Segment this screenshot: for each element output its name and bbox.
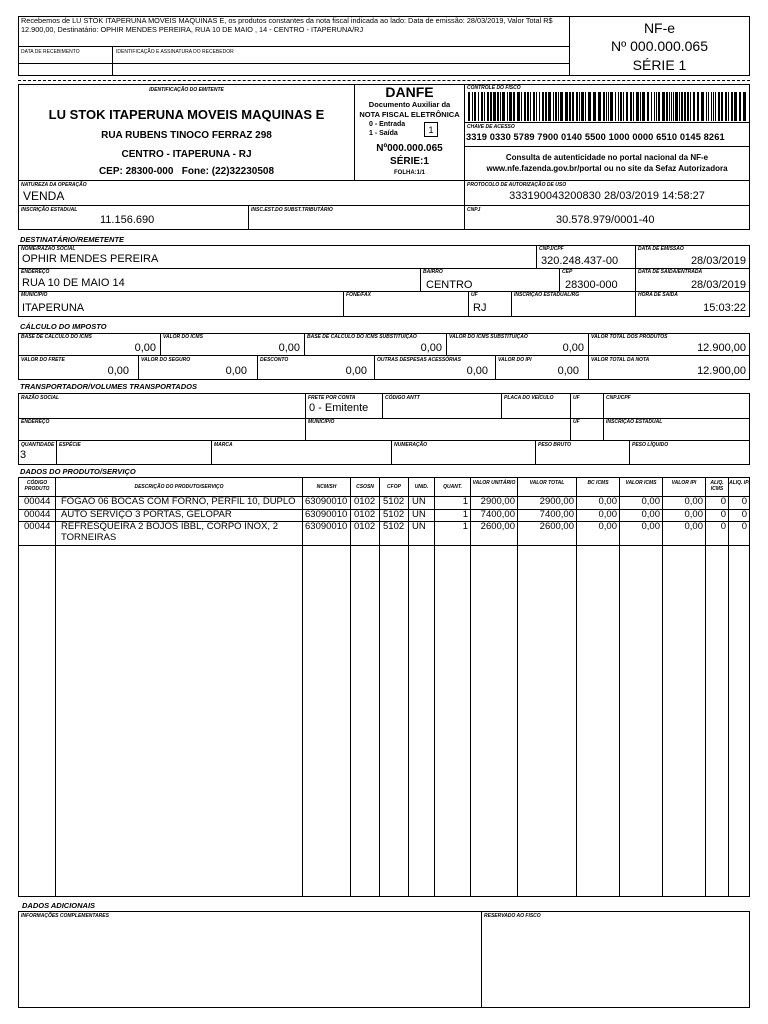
barcode-bar (542, 92, 544, 121)
barcode-bar (481, 92, 483, 121)
consulta-line-1: Consulta de autenticidade no portal nacional da NF-e (505, 153, 709, 162)
iest-label: INSC.EST.DO SUBST.TRIBUTÁRIO (251, 207, 333, 213)
issuer-name: LU STOK ITAPERUNA MOVEIS MAQUINAS E (48, 107, 325, 122)
barcode-bar (533, 92, 535, 121)
item-csosn: 0102 (354, 509, 376, 520)
invoice-total-label: VALOR TOTAL DA NOTA (591, 357, 650, 363)
barcode-bar (706, 92, 707, 121)
phone-label: FONE/FAX (346, 292, 372, 298)
barcode-bar (474, 92, 476, 121)
plate-label: PLACA DO VEÍCULO (504, 395, 554, 401)
item-bc: 0,00 (598, 521, 617, 532)
danfe-saida: 1 - Saída (369, 130, 398, 137)
barcode-bar (513, 92, 515, 121)
item-quant: 1 (462, 521, 468, 532)
item-quant: 1 (462, 509, 468, 520)
danfe-type-box: 1 (424, 122, 438, 137)
antt-label: CÓDIGO ANTT (385, 395, 420, 401)
item-csosn: 0102 (354, 521, 376, 532)
col-ncm: NCM/SH (316, 484, 337, 490)
item-vtotal: 2900,00 (539, 496, 574, 507)
exit-time: 15:03:22 (703, 302, 746, 314)
danfe-subtitle-2: NOTA FISCAL ELETRÔNICA (359, 110, 460, 119)
gross-weight-label: PESO BRUTO (538, 442, 571, 448)
barcode-bar (640, 92, 641, 121)
barcode-bar (548, 92, 551, 121)
barcode-bar (721, 92, 723, 121)
icms-st-value-label: VALOR DO ICMS SUBSTITUIÇÃO (449, 334, 528, 340)
barcode-bar (553, 92, 554, 121)
protocol-value: 333190043200830 28/03/2019 14:58:27 (509, 190, 705, 202)
cut-line (18, 80, 750, 81)
barcode-bar (708, 92, 709, 121)
carrier-uf2-label: UF (573, 419, 580, 425)
col-bc: BC ICMS (587, 480, 609, 486)
barcode-bar (715, 92, 716, 121)
recipient-cpf-label: CNPJ/CPF (539, 246, 564, 252)
carrier-address-label: ENDEREÇO (21, 419, 50, 425)
barcode-bar (662, 92, 665, 121)
issuer-cep-phone: CEP: 28300-000 Fone: (22)32230508 (98, 166, 275, 177)
freight-by-label: FRETE POR CONTA (308, 395, 356, 401)
item-vipi: 0,00 (684, 496, 703, 507)
products-total: 12.900,00 (697, 342, 746, 354)
protocol-label: PROTOCOLO DE AUTORIZAÇÃO DE USO (467, 182, 567, 188)
col-quant: QUANT. (443, 484, 462, 490)
item-aipi: 0 (741, 521, 747, 532)
barcode-bar (690, 92, 691, 121)
item-csosn: 0102 (354, 496, 376, 507)
barcode-bar (626, 92, 628, 121)
barcode-bar (497, 92, 499, 121)
barcode-image (468, 92, 747, 121)
danfe-entrada: 0 - Entrada (369, 121, 406, 128)
exit-date-label: DATA DE SAÍDA/ENTRADA (638, 269, 703, 275)
barcode-bar (615, 92, 616, 121)
icms-value-label: VALOR DO ICMS (163, 334, 203, 340)
ie-value: 11.156.690 (100, 214, 155, 226)
barcode-bar (636, 92, 639, 121)
recipient-cpf: 320.248.437-00 (541, 255, 619, 267)
barcode-bar (507, 92, 508, 121)
freight-by: 0 - Emitente (309, 402, 369, 414)
quantity-value: 3 (20, 449, 27, 461)
invoice-total: 12.900,00 (697, 365, 746, 377)
item-unid: UN (412, 509, 426, 520)
barcode-bar (581, 92, 584, 121)
insurance-label: VALOR DO SEGURO (141, 357, 191, 363)
barcode-bar (743, 92, 746, 121)
barcode-bar (576, 92, 578, 121)
barcode-bar (684, 92, 686, 121)
col-vtotal: VALOR TOTAL (529, 480, 565, 486)
barcode-bar (620, 92, 622, 121)
barcode-bar (579, 92, 580, 121)
barcode-bar (490, 92, 492, 121)
nature-value: VENDA (23, 189, 65, 203)
item-ncm: 63090010 (305, 509, 348, 520)
item-vipi: 0,00 (684, 521, 703, 532)
col-descricao: DESCRIÇÃO DO PRODUTO/SERVIÇO (134, 484, 224, 490)
item-aipi: 0 (741, 496, 747, 507)
issuer-district: CENTRO - ITAPERUNA - RJ (121, 149, 252, 160)
col-vicms: VALOR ICMS (625, 480, 657, 486)
receipt-signature-label: IDENTIFICAÇÃO E ASSINATURA DO RECEBEDOR (116, 49, 234, 55)
barcode-bar (560, 92, 563, 121)
danfe-title: DANFE (385, 84, 434, 100)
issue-date: 28/03/2019 (690, 255, 746, 267)
barcode-bar (545, 92, 547, 121)
products-table (18, 477, 750, 897)
discount-value: 0,00 (345, 365, 367, 377)
products-section-title: DADOS DO PRODUTO/SERVIÇO (20, 467, 136, 476)
barcode-bar (588, 92, 591, 121)
cep-value: 28300-000 (565, 279, 618, 291)
icms-st-base-label: BASE DE CÁLCULO DO ICMS SUBSTITUIÇÃO (307, 334, 417, 340)
barcode-bar (493, 92, 496, 121)
barcode-bar (598, 92, 601, 121)
barcode-bar (669, 92, 670, 121)
barcode-bar (675, 92, 678, 121)
item-vtotal: 2600,00 (539, 521, 574, 532)
danfe-serie: SÉRIE:1 (390, 156, 429, 167)
barcode-bar (521, 92, 522, 121)
item-vtotal: 7400,00 (539, 509, 574, 520)
item-unid: UN (412, 496, 426, 507)
numbering-label: NUMERAÇÃO (394, 442, 428, 448)
item-vicms: 0,00 (641, 496, 660, 507)
carrier-uf-label: UF (573, 395, 580, 401)
barcode-bar (734, 92, 737, 121)
ie-label: INSCRIÇÃO ESTADUAL (21, 207, 78, 213)
barcode-bar (517, 92, 520, 121)
receipt-text: Recebemos de LU STOK ITAPERUNA MOVEIS MAQUINAS E, os produtos constantes da nota fiscal indicada ao lado: Data de emissão: 28/03/2019, Valor Total R$ 12.900,00, Destinatário: OPHIR MENDES PEREIRA, RUA 10 DE MAIO , 14 - CENTRO - ITAPERUNA/RJ (21, 16, 553, 34)
ipi-label: VALOR DO IPI (498, 357, 532, 363)
freight-label: VALOR DO FRETE (21, 357, 65, 363)
item-vunit: 7400,00 (480, 509, 515, 520)
barcode-bar (666, 92, 668, 121)
fiscal-reserved-box (481, 911, 750, 1008)
item-vicms: 0,00 (641, 509, 660, 520)
barcode-bar (687, 92, 689, 121)
item-ncm: 63090010 (305, 521, 348, 532)
item-vunit: 2900,00 (480, 496, 515, 507)
additional-info-box (18, 911, 482, 1008)
receipt-date-label: DATA DE RECEBIMENTO (21, 49, 80, 55)
col-vipi: VALOR IPI (671, 480, 697, 486)
item-descricao: FOGAO 06 BOCAS COM FORNO, PERFIL 10, DUPLO (61, 496, 296, 507)
cnpj-value: 30.578.979/0001-40 (556, 214, 655, 226)
carrier-cnpj-label: CNPJ/CPF (606, 395, 631, 401)
item-descricao: REFRESQUEIRA 2 BOJOS IBBL, CORPO INOX, 2 (61, 521, 278, 532)
barcode-bar (610, 92, 613, 121)
exit-time-label: HORA DE SAÍDA (638, 292, 678, 298)
col-aipi: ALIQ. IPI (729, 480, 750, 486)
barcode-bar (585, 92, 586, 121)
barcode-bar (679, 92, 680, 121)
freight-value: 0,00 (107, 365, 129, 377)
item-aicms: 0 (720, 496, 726, 507)
barcode-bar (487, 92, 489, 121)
other-expenses-label: OUTRAS DESPESAS ACESSÓRIAS (377, 357, 461, 363)
barcode-bar (558, 92, 559, 121)
item-ncm: 63090010 (305, 496, 348, 507)
barcode-bar (656, 92, 657, 121)
col-csosn: CSOSN (356, 484, 374, 490)
item-aicms: 0 (720, 521, 726, 532)
insurance-value: 0,00 (225, 365, 247, 377)
nature-label: NATUREZA DA OPERAÇÃO (21, 182, 87, 188)
barcode-bar (565, 92, 568, 121)
additional-info-label: INFORMAÇÕES COMPLEMENTARES (21, 913, 109, 919)
icms-st-base: 0,00 (420, 342, 442, 354)
barcode-bar (673, 92, 674, 121)
discount-label: DESCONTO (260, 357, 289, 363)
brand-label: MARCA (214, 442, 233, 448)
barcode-bar (478, 92, 479, 121)
barcode-bar (530, 92, 531, 121)
transport-section-title: TRANSPORTADOR/VOLUMES TRANSPORTADOS (20, 382, 197, 391)
icms-base-label: BASE DE CÁLCULO DO ICMS (21, 334, 92, 340)
item-aipi: 0 (741, 509, 747, 520)
item-cfop: 5102 (383, 496, 405, 507)
item-cfop: 5102 (383, 521, 405, 532)
barcode-bar (630, 92, 632, 121)
col-cfop: CFOP (387, 484, 401, 490)
species-label: ESPÉCIE (59, 442, 81, 448)
barcode-bar (701, 92, 704, 121)
access-key-label: CHAVE DE ACESSO (467, 124, 515, 130)
receipt-nfe-label: NF-e (643, 20, 676, 36)
barcode-bar (606, 92, 607, 121)
barcode-bar (623, 92, 624, 121)
tax-section-title: CÁLCULO DO IMPOSTO (20, 322, 107, 331)
barcode-bar (731, 92, 733, 121)
exit-date: 28/03/2019 (690, 279, 746, 291)
barcode-bar (618, 92, 619, 121)
barcode-bar (711, 92, 712, 121)
recipient-section-title: DESTINATÁRIO/REMETENTE (20, 235, 125, 244)
city-value: ITAPERUNA (22, 302, 85, 314)
city-label: MUNICÍPIO (21, 292, 48, 298)
barcode-bar (654, 92, 655, 121)
net-weight-label: PESO LÍQUIDO (632, 442, 669, 448)
address-value: RUA 10 DE MAIO 14 (22, 277, 125, 289)
danfe-folha: FOLHA:1/1 (393, 170, 425, 176)
barcode-bar (500, 92, 501, 121)
uf-label: UF (471, 292, 478, 298)
ipi-value: 0,00 (557, 365, 579, 377)
barcode-bar (725, 92, 727, 121)
cnpj-label: CNPJ (467, 207, 481, 213)
icms-st-value: 0,00 (562, 342, 584, 354)
barcode-bar (647, 92, 649, 121)
additional-section-title: DADOS ADICIONAIS (22, 901, 96, 910)
barcode-bar (651, 92, 652, 121)
barcode-bar (693, 92, 695, 121)
item-codigo: 00044 (24, 509, 51, 520)
icms-base: 0,00 (134, 342, 156, 354)
item-quant: 1 (462, 496, 468, 507)
carrier-city-label: MUNICÍPIO (308, 419, 335, 425)
barcode-bar (472, 92, 473, 121)
barcode-bar (671, 92, 672, 121)
issue-date-label: DATA DE EMISSÃO (638, 246, 684, 252)
barcode-bar (555, 92, 557, 121)
uf-value: RJ (473, 302, 487, 314)
receipt-nfe-serie: SÉRIE 1 (632, 57, 687, 73)
barcode-bar (569, 92, 571, 121)
other-expenses: 0,00 (466, 365, 488, 377)
danfe-subtitle-1: Documento Auxiliar da (368, 100, 451, 109)
district-value: CENTRO (426, 279, 473, 291)
barcode-bar (633, 92, 634, 121)
item-bc: 0,00 (598, 496, 617, 507)
item-vicms: 0,00 (641, 521, 660, 532)
barcode-bar (468, 92, 470, 121)
issuer-street: RUA RUBENS TINOCO FERRAZ 298 (101, 130, 272, 141)
address-label: ENDEREÇO (21, 269, 50, 275)
cep-label: CEP (562, 269, 573, 275)
icms-value: 0,00 (278, 342, 300, 354)
barcode-bar (502, 92, 505, 121)
carrier-ie-label: INSCRIÇÃO ESTADUAL (606, 419, 663, 425)
receipt-nfe-number: Nº 000.000.065 (611, 38, 708, 54)
barcode-bar (739, 92, 741, 121)
barcode-bar (713, 92, 714, 121)
district-label: BAIRRO (423, 269, 443, 275)
barcode-bar (524, 92, 526, 121)
barcode-bar (681, 92, 683, 121)
consulta-line-2: www.nfe.fazenda.gov.br/portal ou no site da Sefaz Autorizadora (486, 164, 728, 173)
danfe-number: Nº000.000.065 (376, 143, 443, 154)
item-descricao-cont: TORNEIRAS (61, 532, 117, 543)
item-bc: 0,00 (598, 509, 617, 520)
item-vunit: 2600,00 (480, 521, 515, 532)
barcode-bar (608, 92, 609, 121)
barcode-bar (527, 92, 529, 121)
fiscal-reserved-label: RESERVADO AO FISCO (484, 913, 541, 919)
barcode-bar (658, 92, 660, 121)
barcode-bar (539, 92, 540, 121)
barcode-bar (593, 92, 596, 121)
col-unid: UNID. (414, 484, 429, 490)
item-descricao: AUTO SERVIÇO 3 PORTAS, GELOPAR (61, 509, 232, 520)
barcode-bar (718, 92, 720, 121)
barcode-bar (603, 92, 605, 121)
transport-row-1 (18, 393, 750, 419)
barcode-bar (509, 92, 512, 121)
recipient-name-label: NOME/RAZÃO SOCIAL (21, 246, 76, 252)
col-aicms: ALIQ. ICMS (710, 480, 724, 492)
issuer-label: IDENTIFICAÇÃO DO EMITENTE (149, 87, 224, 93)
recipient-name: OPHIR MENDES PEREIRA (22, 253, 159, 265)
barcode-bar (484, 92, 485, 121)
barcode-bar (697, 92, 699, 121)
barcode-bar (728, 92, 729, 121)
col-vunit: VALOR UNITÁRIO (472, 480, 516, 486)
barcode-bar (572, 92, 574, 121)
item-codigo: 00044 (24, 496, 51, 507)
item-vipi: 0,00 (684, 509, 703, 520)
item-unid: UN (412, 521, 426, 532)
fiscal-control-label: CONTROLE DO FISCO (467, 85, 521, 91)
recipient-ie-label: INSCRIÇÃO ESTADUAL/RG (514, 292, 580, 298)
quantity-label: QUANTIDADE (21, 442, 55, 448)
barcode-bar (536, 92, 537, 121)
item-cfop: 5102 (383, 509, 405, 520)
access-key: 3319 0330 5789 7900 0140 5500 1000 0000 6510 0145 8261 (466, 132, 725, 142)
item-aicms: 0 (720, 509, 726, 520)
carrier-name-label: RAZÃO SOCIAL (21, 395, 60, 401)
products-total-label: VALOR TOTAL DOS PRODUTOS (591, 334, 668, 340)
barcode-bar (642, 92, 645, 121)
item-codigo: 00044 (24, 521, 51, 532)
col-codigo: CÓDIGO PRODUTO (24, 480, 50, 492)
